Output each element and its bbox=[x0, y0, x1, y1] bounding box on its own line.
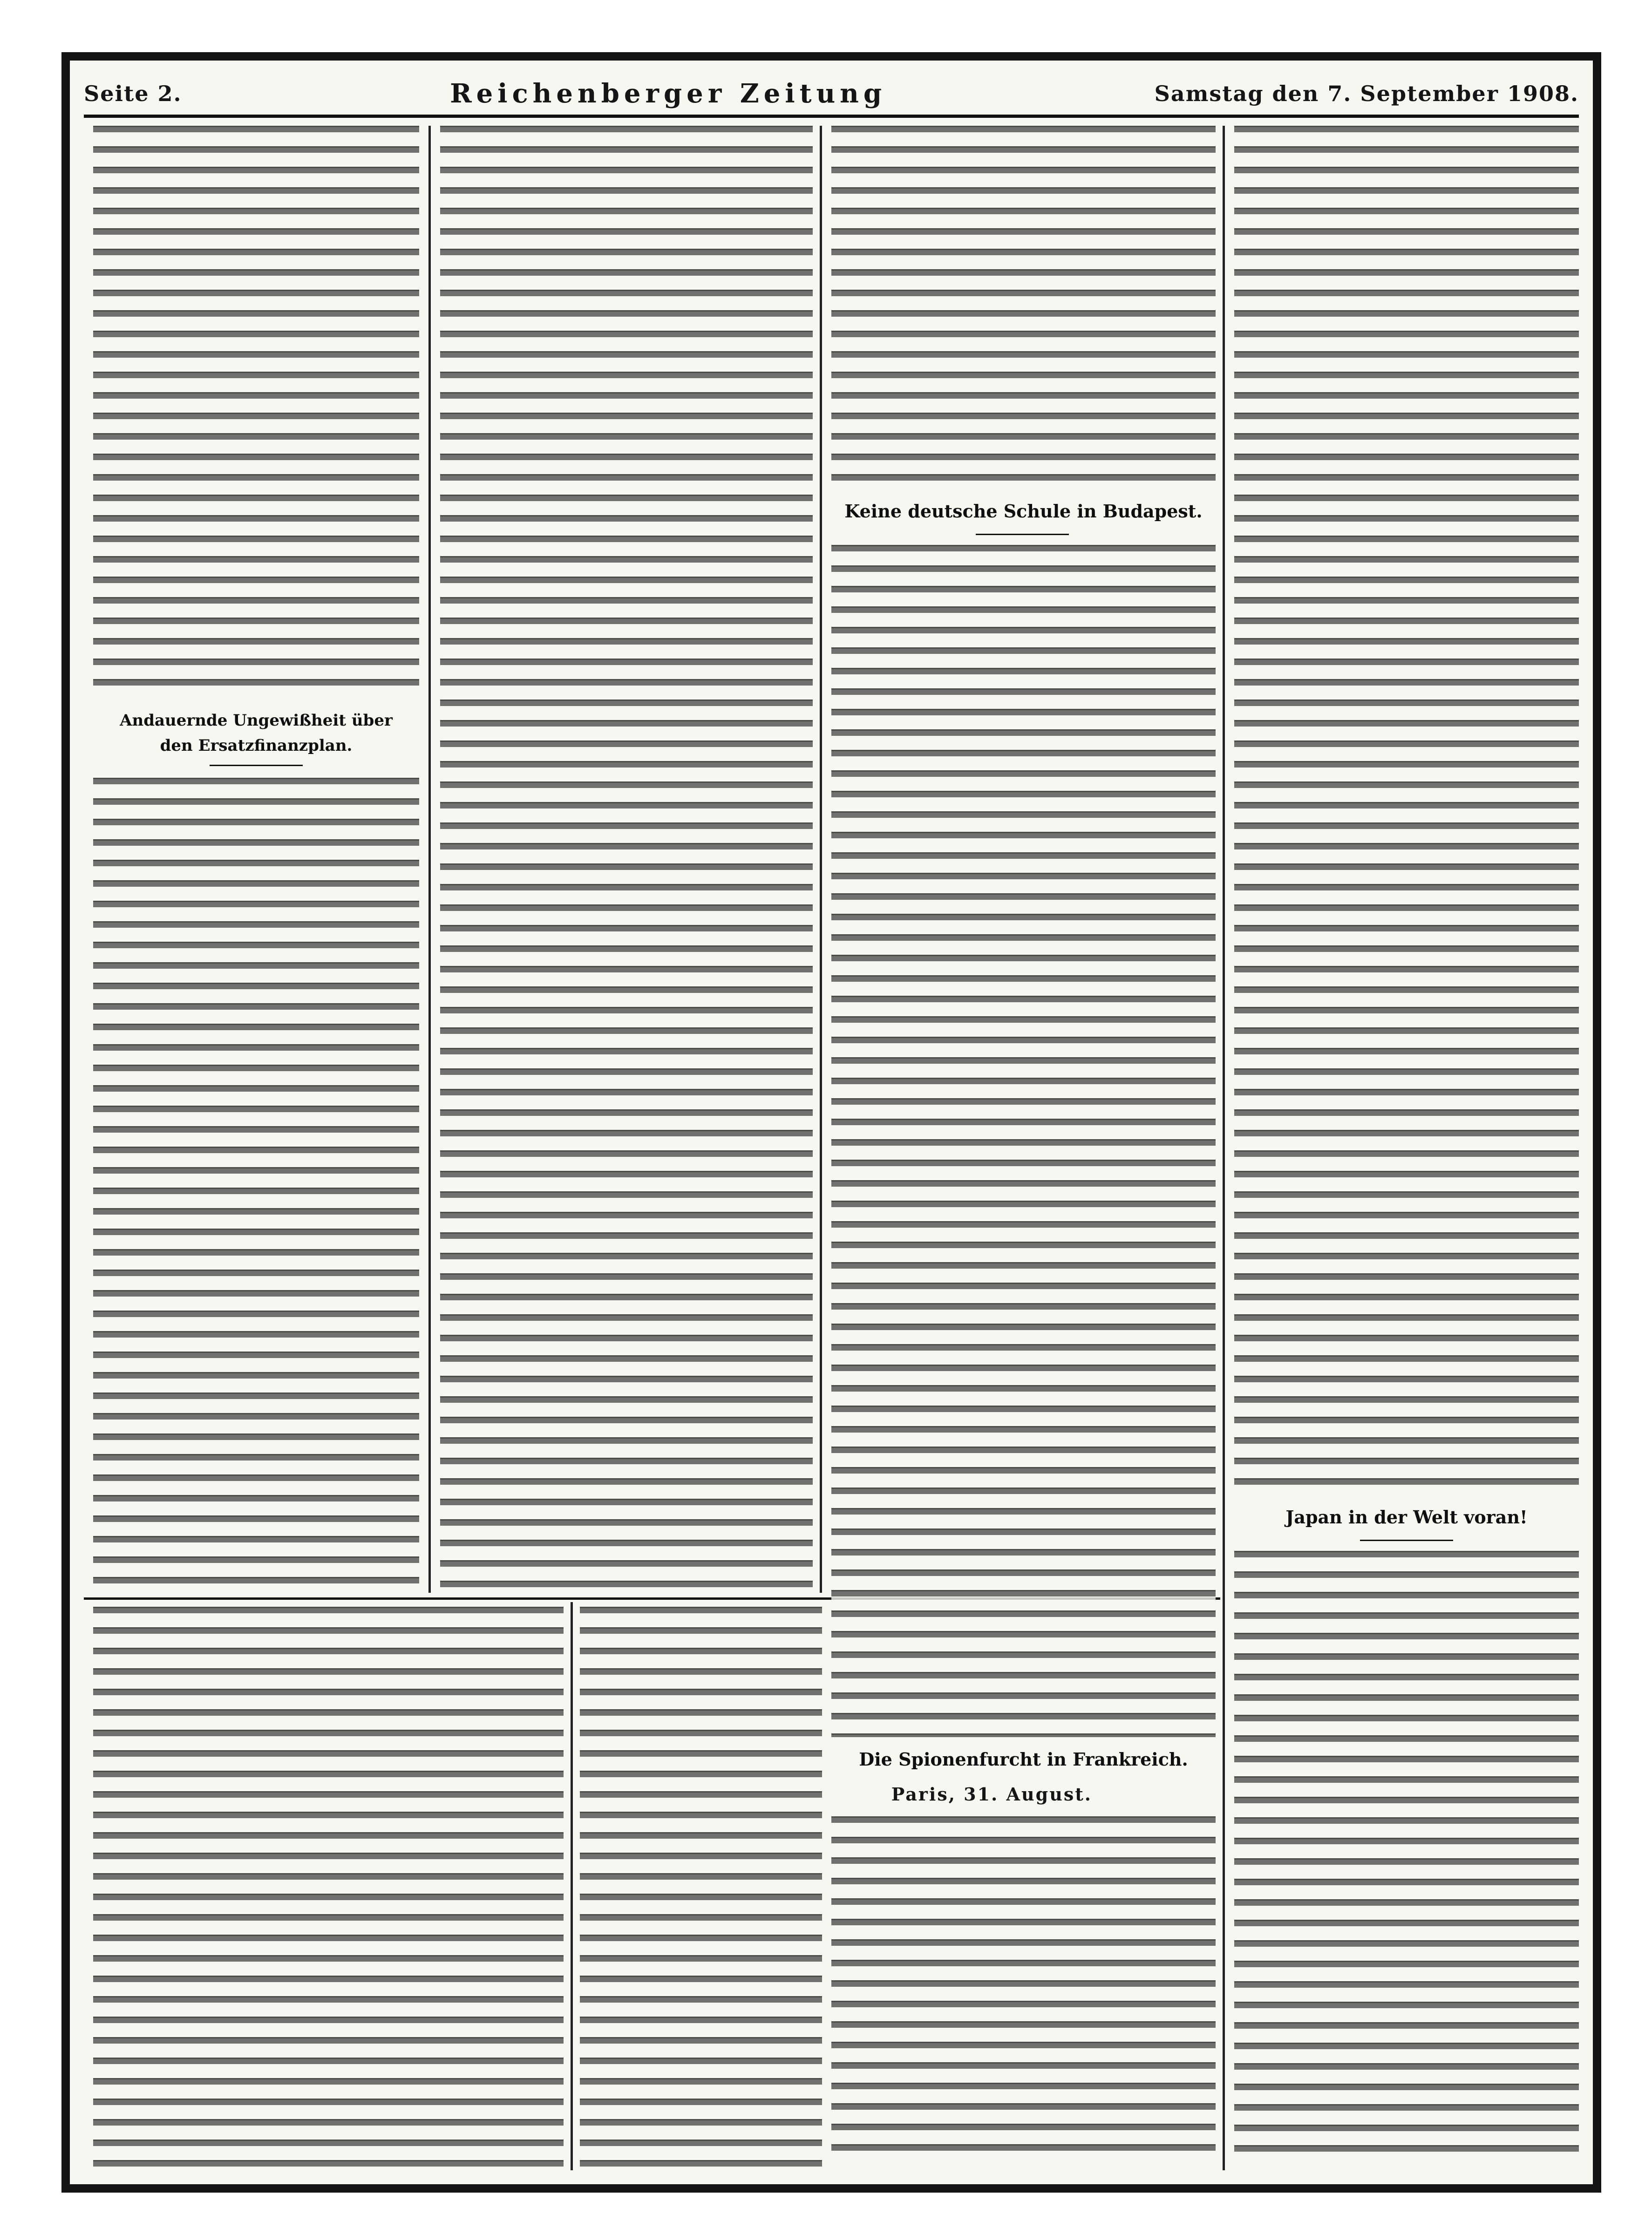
feuilleton-column-2 bbox=[580, 1607, 822, 2170]
headline-ersatzfinanzplan bbox=[93, 708, 419, 758]
masthead bbox=[84, 73, 1579, 118]
column-1-text-bottom bbox=[93, 778, 419, 1588]
headline-japan bbox=[1234, 1504, 1579, 1530]
column-separator-lower bbox=[571, 1602, 573, 2170]
column-4 bbox=[1234, 126, 1579, 2170]
newspaper-page bbox=[70, 61, 1593, 2184]
column-separator-2 bbox=[820, 126, 822, 1593]
headline-underline bbox=[1360, 1540, 1453, 1541]
issue-date: Samstag den 7. September 1908. bbox=[1154, 81, 1579, 106]
column-separator-3 bbox=[1223, 126, 1225, 2170]
newspaper-title: Reichenberger Zeitung bbox=[450, 78, 887, 109]
column-3-text-bottom bbox=[831, 1816, 1216, 2161]
feuilleton-column-2-text bbox=[580, 1607, 822, 2170]
headline-underline bbox=[976, 534, 1069, 535]
dateline: Paris, 31. August. bbox=[891, 1784, 1092, 1805]
column-4-text-top bbox=[1234, 126, 1579, 1495]
headline-budapest bbox=[831, 498, 1216, 524]
headline-line: den Ersatzfinanzplan. bbox=[160, 736, 353, 755]
feuilleton-column-1 bbox=[93, 1607, 564, 2170]
page-number: Seite 2. bbox=[84, 81, 182, 106]
column-2 bbox=[440, 126, 813, 1593]
column-3-text-middle bbox=[831, 545, 1216, 1737]
column-separator-1 bbox=[428, 126, 431, 1593]
column-3 bbox=[831, 126, 1216, 2170]
column-1 bbox=[93, 126, 419, 1593]
headline-line: Andauernde Ungewißheit über bbox=[120, 711, 393, 730]
headline-spionenfurcht bbox=[831, 1746, 1216, 1773]
headline-line: Keine deutsche Schule in Budapest. bbox=[844, 501, 1203, 522]
headline-line: Japan in der Welt voran! bbox=[1285, 1507, 1528, 1528]
column-3-text-top bbox=[831, 126, 1216, 489]
feuilleton-column-1-text bbox=[93, 1607, 564, 2170]
column-2-text bbox=[440, 126, 813, 1593]
headline-line: Die Spionenfurcht in Frankreich. bbox=[859, 1749, 1188, 1770]
headline-underline bbox=[210, 765, 303, 766]
column-4-text-bottom bbox=[1234, 1551, 1579, 2161]
column-1-text-top bbox=[93, 126, 419, 699]
